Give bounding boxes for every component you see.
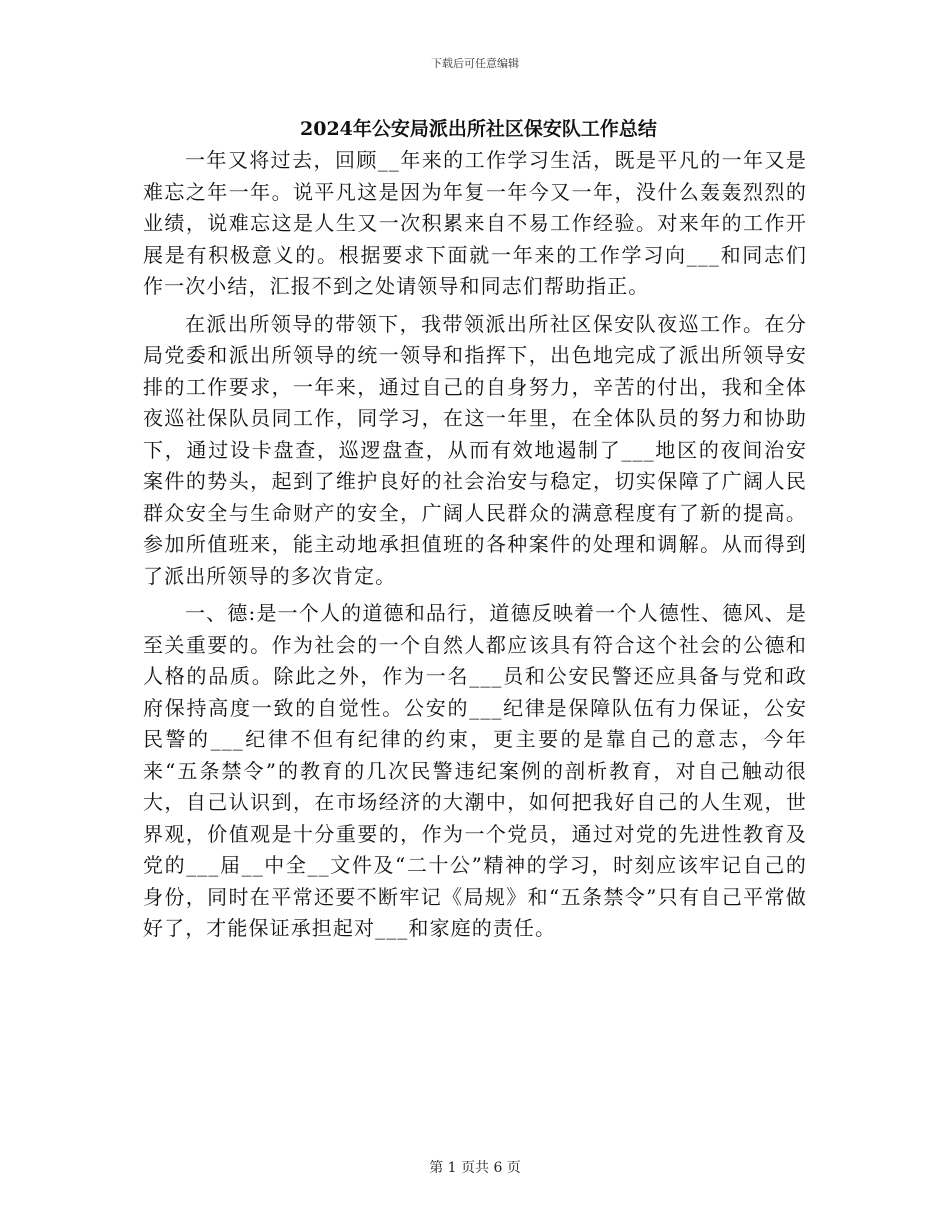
document-title: 2024年公安局派出所社区保安队工作总结 [300,118,657,140]
document-body [143,145,807,951]
paragraph-intro: 一年又将过去，回顾__年来的工作学习生活，既是平凡的一年又是难忘之年一年。说平凡这是因为年复一年今又一年，没什么轰轰烈烈的业绩，说难忘这是人生又一次积累来自不易工作经验。对来年的工作开展是有积极意义的。根据要求下面就一年来的工作学习向___和同志们作一次小结，汇报不到之处请领导和同志们帮助指正。 [143,148,807,298]
page-header-note: 下载后可任意编辑 [431,57,519,70]
paragraph-work-summary: 在派出所领导的带领下，我带领派出所社区保安队夜巡工作。在分局党委和派出所领导的统一领导和指挥下，出色地完成了派出所领导安排的工作要求，一年来，通过自己的自身努力，辛苦的付出，我和全体夜巡社保队员同工作，同学习，在这一年里，在全体队员的努力和协助下，通过设卡盘查，巡逻盘查，从而有效地遏制了___地区的夜间治安案件的势头，起到了维护良好的社会治安与稳定，切实保障了广阔人民群众安全与生命财产的安全，广阔人民群众的满意程度有了新的提高。参加所值班来，能主动地承担值班的各种案件的处理和调解。从而得到了派出所领导的多次肯定。 [143,311,807,588]
page-footer: 第 1 页共 6 页 [429,1160,521,1176]
paragraph-morality: 一、德:是一个人的道德和品行，道德反映着一个人德性、德风、是至关重要的。作为社会的一个自然人都应该具有符合这个社会的公德和人格的品质。除此之外，作为一名___员和公安民警还应具备与党和政府保持高度一致的自觉性。公安的___纪律是保障队伍有力保证，公安民警的___纪律不但有纪律的约束，更主要的是靠自己的意志，今年来“五条禁令”的教育的几次民警违纪案例的剖析教育，对自己触动很大，自己认识到，在市场经济的大潮中，如何把我好自己的人生观，世界观，价值观是十分重要的，作为一个党员，通过对党的先进性教育及党的___届__中全__文件及“二十公”精神的学习，时刻应该牢记自己的身份，同时在平常还要不断牢记《局规》和“五条禁令”只有自己平常做好了，才能保证承担起对___和家庭的责任。 [143,601,807,940]
